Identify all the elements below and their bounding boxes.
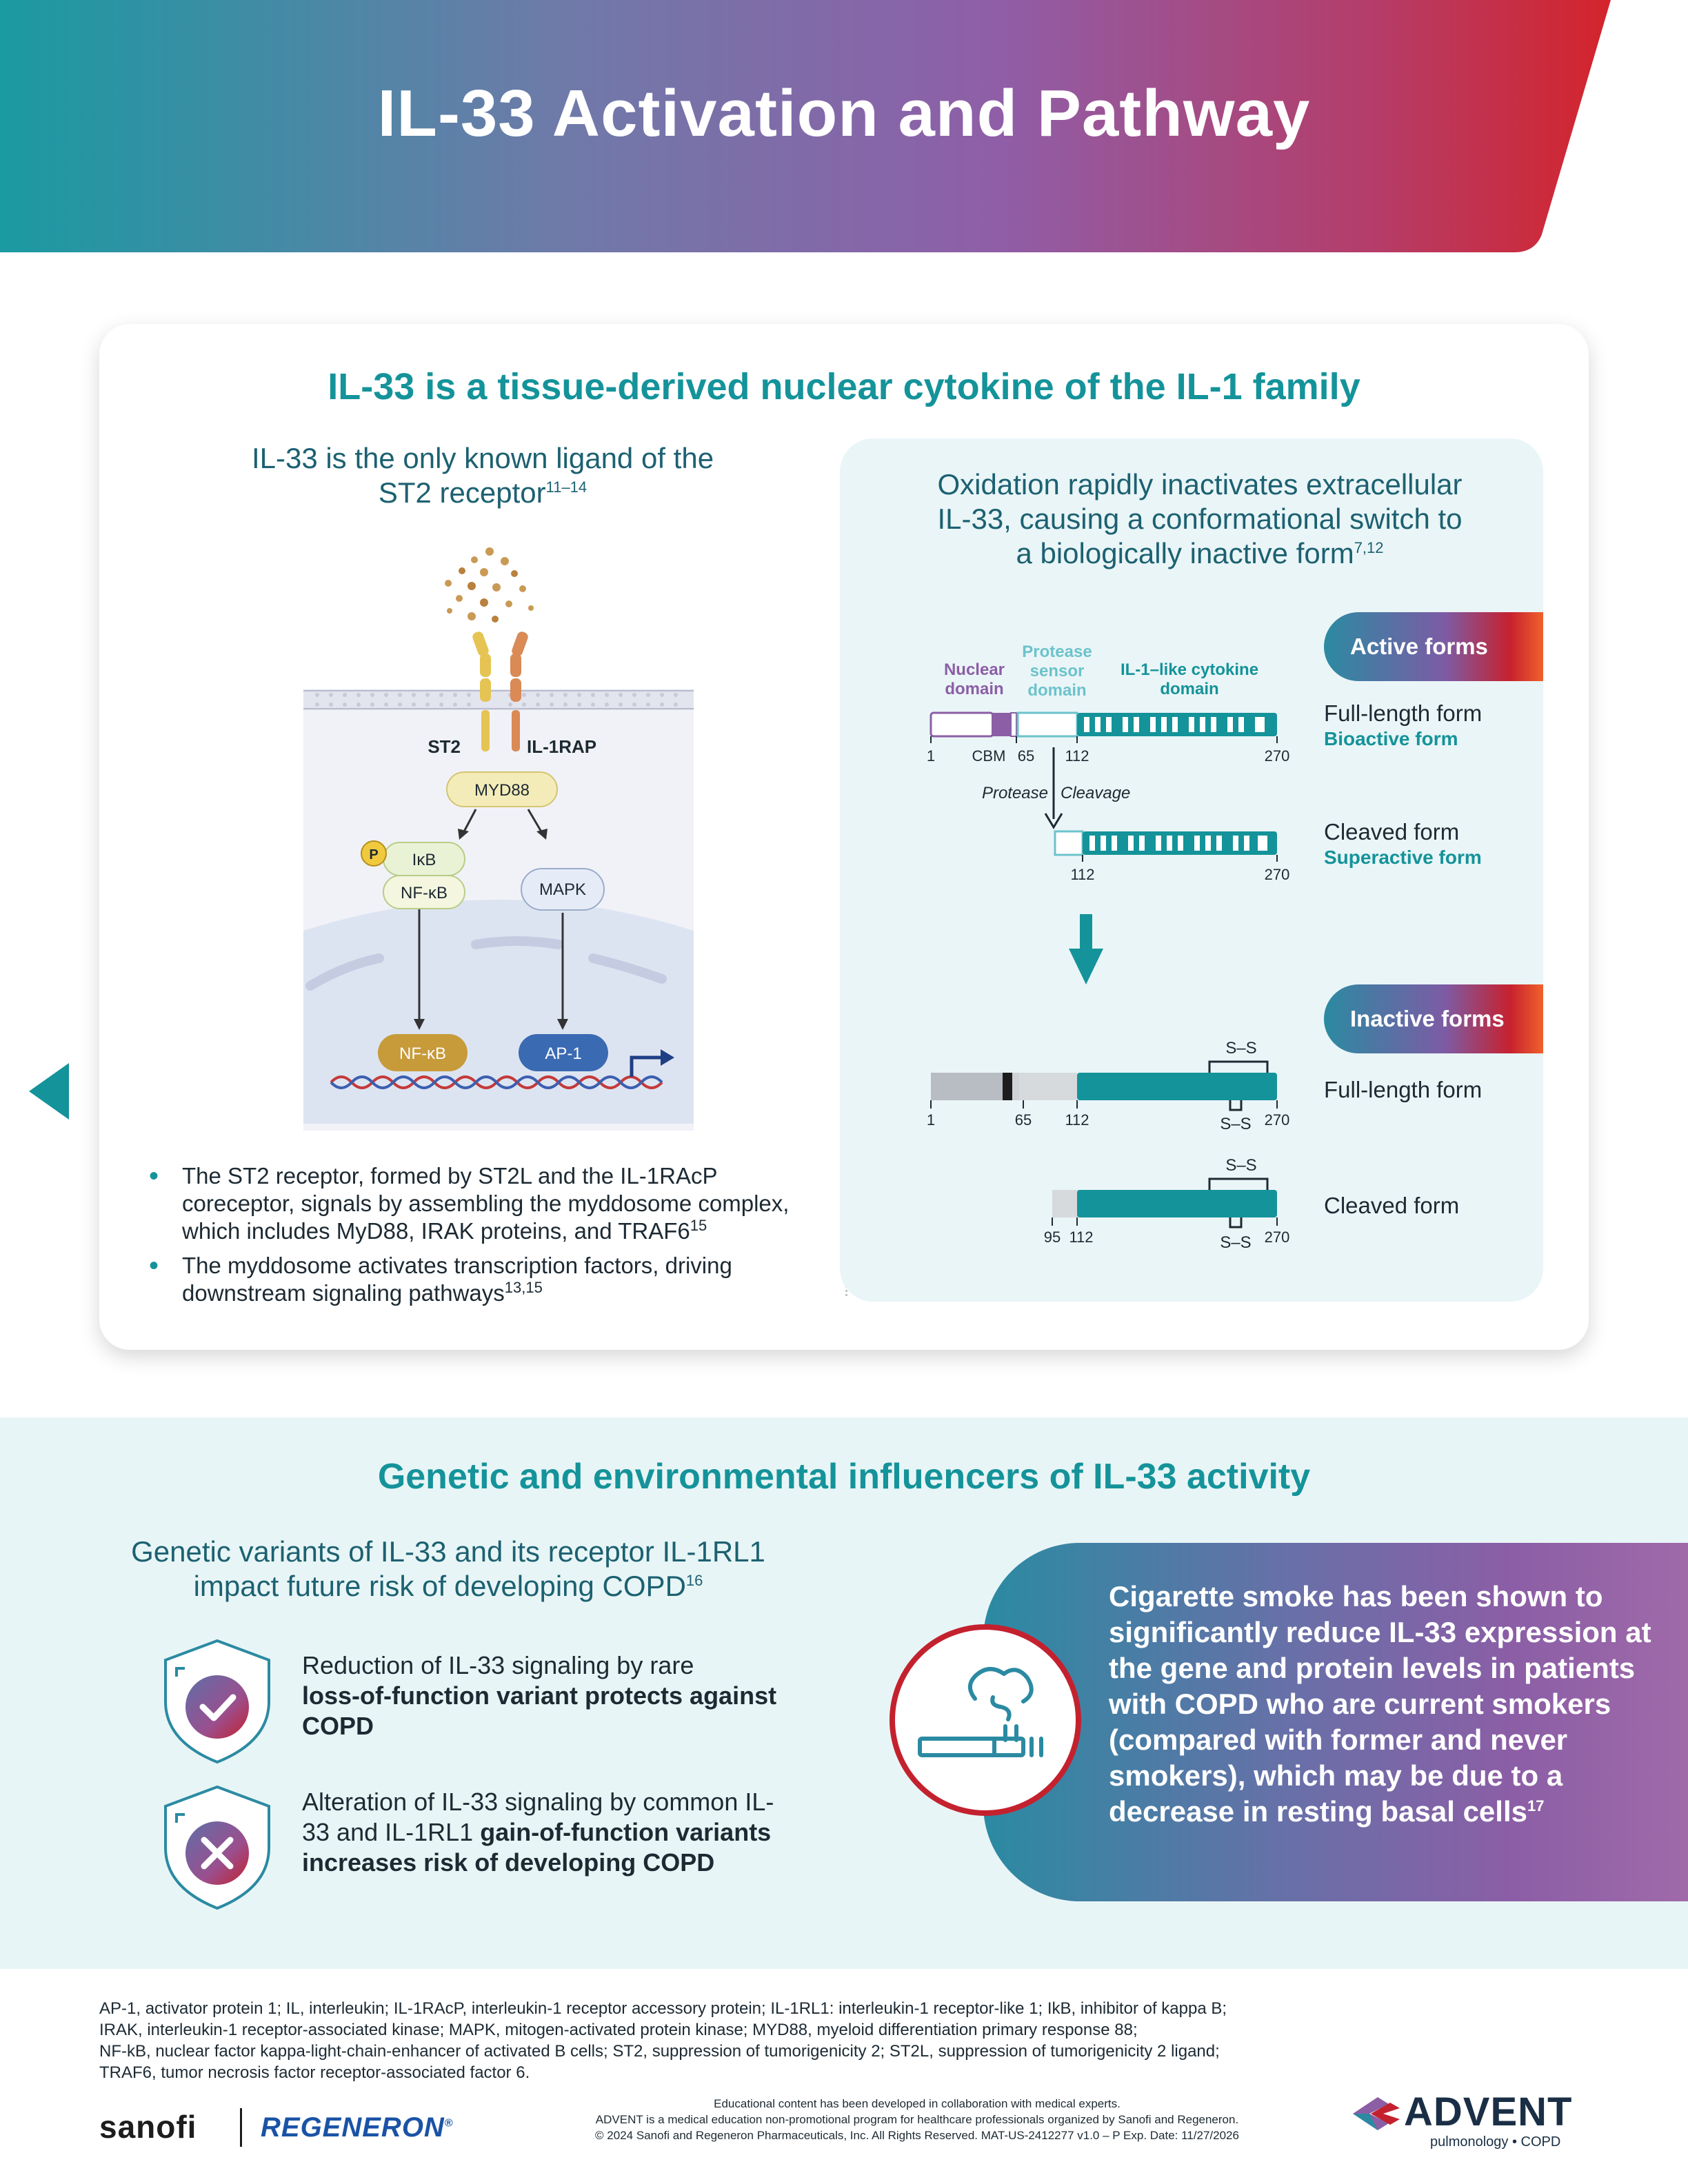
svg-text:S–S: S–S — [1220, 1233, 1252, 1252]
abbreviations: AP-1, activator protein 1; IL, interleukin; IL-1RAcP, interleukin-1 receptor accessory protein; IL-1RL1: interleukin-1 receptor-like 1; IkB, inhibitor of kappa B; IRAK, interleukin-1 receptor-associated kinase; MAPK, mitogen-activated protein kinase; MYD88, myeloid differentiation primary response 88; NF-kB, nuclear factor kappa-light-chain-enhancer of activated B cells; ST2, suppression of tumorigenicity 2; ST2L, suppression of tumorigenicity 2 ligand; TRAF6, tumor necrosis factor receptor-associated factor 6. — [99, 1999, 1227, 2082]
protease-domain-label: Protease sensor domain — [1022, 643, 1092, 700]
left-heading — [165, 441, 800, 510]
svg-text:112: 112 — [1065, 1111, 1089, 1129]
active-cleaved-bar — [1055, 831, 1277, 855]
active-full-sublabel: Bioactive form — [1324, 728, 1458, 749]
inactive-full-label: Full-length form — [1324, 1077, 1483, 1102]
logo-separator — [240, 2108, 242, 2147]
svg-text:1: 1 — [926, 747, 936, 765]
svg-text:65: 65 — [1014, 1111, 1032, 1129]
active-full-label: Full-length form — [1324, 700, 1483, 726]
genetic-heading: Genetic variants of IL-33 and its receptor IL-1RL1 impact future risk of developing COPD$^{16}$ — [131, 1535, 765, 1602]
active-full-length-bar — [931, 713, 1277, 736]
right-heading: Oxidation rapidly inactivates extracellular IL-33, causing a conformational switch to a biologically inactive form$^{7,12}$ — [937, 468, 1463, 569]
svg-text:112: 112 — [1065, 747, 1089, 765]
svg-text:270: 270 — [1264, 747, 1290, 765]
sanofi-logo: sanofi — [99, 2109, 197, 2145]
st2-pathway-illustration — [303, 545, 694, 1131]
left-heading-line2: ST2 receptor — [378, 476, 546, 509]
svg-text:112: 112 — [1070, 866, 1095, 883]
inactive-cleaved-label: Cleaved form — [1324, 1193, 1460, 1218]
svg-text:S–S: S–S — [1220, 1115, 1252, 1133]
cigarette-icon — [913, 1657, 1058, 1781]
cytokine-domain-label: IL-1–like cytokine domain — [1120, 660, 1259, 698]
educational-note: Educational content has been developed in collaboration with medical experts. ADVENT is a medical education non-promotional program for healthcare professionals organized by Sanofi and Regeneron. © 2024 Sanofi and Regeneron Pharmaceuticals, Inc. All Rights Reserved. MAT-US-2412277 v1.0 – P Exp. Date: 11/27/2026 — [595, 2097, 1239, 2142]
advent-tagline: pulmonology • COPD — [1430, 2134, 1561, 2150]
svg-text:112: 112 — [1069, 1228, 1094, 1246]
svg-text:95: 95 — [1043, 1228, 1061, 1246]
nfkb-label: NF-κB — [401, 884, 448, 902]
bullet-item: • The ST2 receptor, formed by ST2L and the IL-1RAcP coreceptor, signals by assembling the myddosome complex, which includes MyD88, IRAK proteins, and $TRAF6^{15}$ — [149, 1162, 825, 1245]
pathway-bullets — [149, 1162, 825, 1314]
myd88-label: MYD88 — [474, 781, 530, 800]
svg-text:1: 1 — [926, 1111, 936, 1129]
inactive-full-length-bar — [931, 1073, 1277, 1100]
inactive-forms-pill: Inactive forms — [1324, 984, 1543, 1053]
page-title: IL-33 Activation and Pathway — [377, 77, 1311, 150]
svg-text:S–S: S–S — [1225, 1156, 1257, 1175]
protein-form-diagrams — [917, 703, 1317, 1268]
variant-gain-of-function-text: Alteration of IL-33 signaling by common IL-33 and IL-1RL1 gain-of-function variants increases risk of developing COPD — [302, 1788, 774, 1877]
inactivation-arrow — [1080, 914, 1092, 951]
svg-text:65: 65 — [1017, 747, 1035, 765]
variant-loss-of-function-text: Reduction of IL-33 signaling by rare loss-of-function variant protects against COPD — [302, 1651, 777, 1740]
previous-page-arrow-icon[interactable] — [26, 1062, 70, 1121]
st2-label: ST2 — [428, 736, 461, 757]
mapk-label: MAPK — [539, 880, 587, 899]
cleavage-label: Cleavage — [1061, 784, 1131, 802]
left-heading-line1: IL-33 is the only known ligand of the — [251, 442, 714, 474]
ap1-label: AP-1 — [545, 1044, 582, 1063]
left-heading-ref: 11–14 — [545, 478, 587, 496]
ikb-label: IκB — [412, 851, 436, 869]
shield-check-icon — [159, 1638, 276, 1765]
nfkb-nucleus-label: NF-κB — [399, 1044, 446, 1063]
protease-label: Protease — [981, 784, 1048, 802]
phosphate-label: P — [369, 847, 379, 862]
nuclear-domain-label: Nuclear domain — [943, 660, 1005, 698]
regeneron-logo: REGENERON® — [261, 2112, 454, 2143]
advent-logo: ADVENT — [1404, 2090, 1573, 2134]
active-cleaved-sublabel: Superactive form — [1324, 847, 1482, 868]
svg-text:270: 270 — [1264, 1228, 1290, 1246]
cbm-label: CBM — [972, 747, 1006, 765]
active-forms-pill: Active forms — [1324, 612, 1543, 681]
svg-text:270: 270 — [1264, 1111, 1290, 1129]
svg-text:270: 270 — [1264, 866, 1290, 883]
il33-ligand-dots — [445, 547, 534, 623]
influencers-title: Genetic and environmental influencers of IL-33 activity — [377, 1457, 1311, 1497]
cigarette-smoke-text: Cigarette smoke has been shown to significantly reduce IL-33 expression at the gene and protein levels in patients with COPD who are current smokers (compared with former and never smokers), which may be due to a decrease in resting basal cells$^{17}$ — [1109, 1580, 1651, 1828]
inactive-cleaved-bar — [1052, 1190, 1277, 1217]
card-title: IL-33 is a tissue-derived nuclear cytokine of the IL-1 family — [328, 366, 1360, 407]
shield-x-icon — [159, 1784, 276, 1911]
bullet-item: • The myddosome activates transcription factors, driving downstream signaling pathways$^{13,15}$ — [149, 1252, 825, 1307]
il1rap-label: IL-1RAP — [527, 736, 597, 757]
svg-text:S–S: S–S — [1225, 1039, 1257, 1058]
active-cleaved-label: Cleaved form — [1324, 819, 1460, 845]
advent-logo-icon — [1350, 2093, 1403, 2134]
